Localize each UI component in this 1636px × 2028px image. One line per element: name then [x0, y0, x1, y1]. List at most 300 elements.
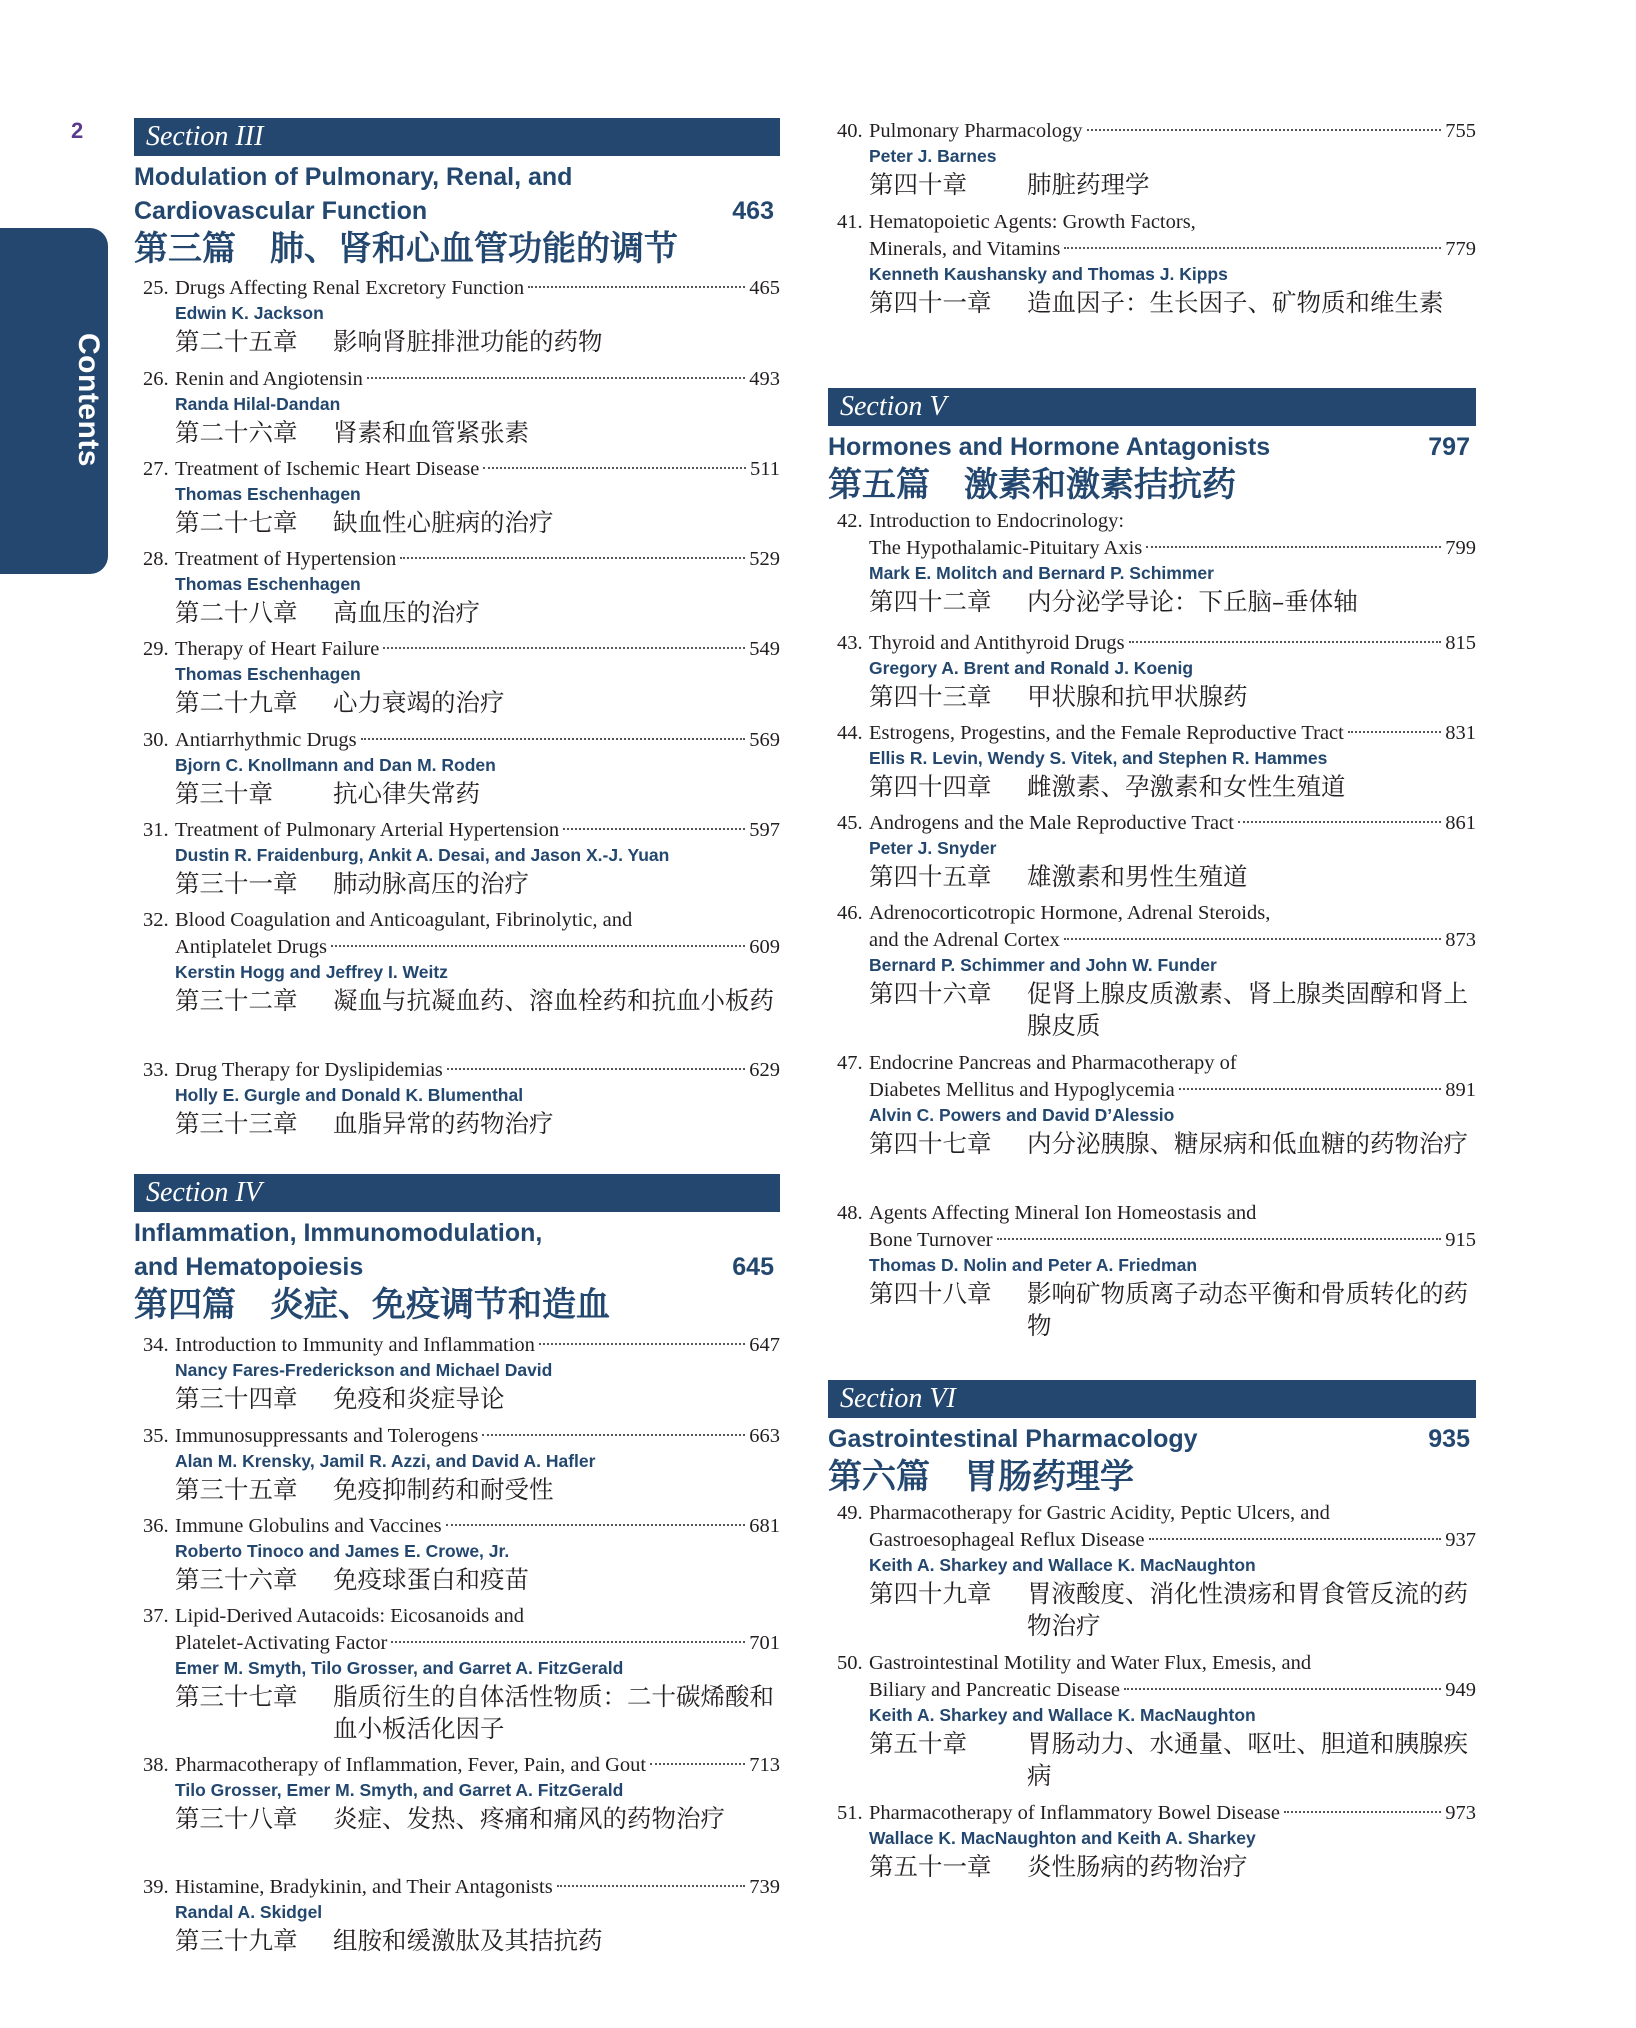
section-title-line	[134, 194, 780, 228]
section-title-line	[828, 1422, 1476, 1456]
chapter-title-text: Adrenocorticotropic Hormone, Adrenal Steroids,	[869, 902, 1271, 924]
chapter-title-text: Androgens and the Male Reproductive Tract	[869, 812, 1234, 834]
chapter-page-number: 755	[1445, 120, 1476, 142]
chapter-number: 36.	[143, 1515, 169, 1537]
dot-leader	[1348, 731, 1441, 733]
chapter-english-title	[837, 1500, 1476, 1554]
chapter-chinese-title	[143, 1925, 780, 1957]
toc-entry[interactable]	[837, 900, 1476, 1042]
chapter-chinese-text: 内分泌学导论：下丘脑–垂体轴	[1027, 587, 1358, 616]
section-chinese-title: 第五篇 激素和激素拮抗药	[828, 465, 1236, 505]
chapter-chinese-label: 第五十章	[869, 1729, 967, 1758]
section-header	[828, 388, 1476, 506]
chapter-chinese-title	[837, 1851, 1476, 1883]
chapter-chinese-text: 炎症、发热、疼痛和痛风的药物治疗	[333, 1804, 725, 1833]
chapter-authors: Bernard P. Schimmer and John W. Funder	[869, 955, 1217, 975]
chapter-chinese-text: 免疫抑制药和耐受性	[333, 1475, 554, 1504]
chapter-english-title	[143, 1874, 780, 1901]
section-page-number: 797	[1428, 433, 1470, 461]
chapter-chinese-label: 第四十七章	[869, 1129, 992, 1158]
dot-leader	[331, 945, 745, 947]
chapter-english-title	[143, 1752, 780, 1779]
chapter-title-line	[143, 546, 780, 573]
chapter-page-number: 647	[749, 1334, 780, 1356]
chapter-title-text: Pharmacotherapy of Inflammatory Bowel Disease	[869, 1802, 1281, 1824]
chapter-english-title	[143, 907, 780, 961]
chapter-title-line	[143, 934, 780, 961]
chapter-chinese-title	[143, 1681, 780, 1745]
chapter-chinese-title	[837, 1578, 1476, 1642]
chapter-title-text: Bone Turnover	[869, 1229, 993, 1251]
section-title-text: Hormones and Hormone Antagonists	[828, 433, 1271, 461]
chapter-title-text: Immune Globulins and Vaccines	[175, 1515, 442, 1537]
chapter-chinese-text: 造血因子：生长因子、矿物质和维生素	[1027, 288, 1444, 317]
toc-entry[interactable]	[143, 907, 780, 1017]
chapter-number: 44.	[837, 722, 863, 744]
chapter-title-text: Drugs Affecting Renal Excretory Function	[175, 277, 525, 299]
chapter-title-text: Platelet-Activating Factor	[175, 1632, 388, 1654]
chapter-chinese-text: 雄激素和男性生殖道	[1027, 862, 1248, 891]
chapter-page-number: 937	[1445, 1529, 1476, 1551]
dot-leader	[446, 1524, 746, 1526]
toc-entry[interactable]	[837, 1800, 1476, 1883]
dot-leader	[383, 647, 745, 649]
chapter-chinese-title	[837, 978, 1476, 1042]
chapter-title-line	[143, 1332, 780, 1359]
section-title[interactable]	[828, 1422, 1476, 1456]
chapter-chinese-text: 脂质衍生的自体活性物质：二十碳烯酸和血小板活化因子	[333, 1682, 774, 1743]
chapter-authors: Kerstin Hogg and Jeffrey I. Weitz	[175, 962, 448, 982]
toc-entry[interactable]	[143, 1332, 780, 1415]
chapter-authors: Ellis R. Levin, Wendy S. Vitek, and Stephen R. Hammes	[869, 748, 1328, 768]
section-title-line	[134, 1250, 780, 1284]
chapter-title-line	[837, 630, 1476, 657]
chapter-title-text: Renin and Angiotensin	[175, 368, 363, 390]
dot-leader	[400, 557, 745, 559]
chapter-title-line	[837, 209, 1476, 236]
section-page-number: 645	[732, 1253, 774, 1281]
page-number: 2	[71, 118, 84, 143]
chapter-authors: Randal A. Skidgel	[175, 1902, 323, 1922]
section-title[interactable]	[134, 1216, 780, 1284]
chapter-authors: Alvin C. Powers and David D’Alessio	[869, 1105, 1175, 1125]
dot-leader	[482, 1434, 745, 1436]
chapter-english-title	[143, 727, 780, 754]
chapter-number: 38.	[143, 1754, 169, 1776]
chapter-authors: Thomas Eschenhagen	[175, 574, 361, 594]
chapter-english-title	[143, 1423, 780, 1450]
chapter-title-text: Blood Coagulation and Anticoagulant, Fibrinolytic, and	[175, 909, 633, 931]
chapter-chinese-text: 心力衰竭的治疗	[333, 688, 505, 717]
chapter-english-title	[837, 720, 1476, 747]
section-bar: Section III	[134, 118, 780, 156]
toc-entry[interactable]	[143, 636, 780, 719]
chapter-page-number: 609	[749, 936, 780, 958]
chapter-chinese-title	[143, 507, 780, 539]
chapter-page-number: 779	[1445, 238, 1476, 260]
chapter-chinese-label: 第四十章	[869, 170, 967, 199]
chapter-chinese-title	[837, 169, 1476, 201]
chapter-title-line	[837, 1500, 1476, 1527]
chapter-chinese-text: 凝血与抗凝血药、溶血栓药和抗血小板药	[333, 986, 774, 1015]
dot-leader	[997, 1238, 1442, 1240]
chapter-chinese-label: 第四十三章	[869, 682, 992, 711]
chapter-number: 46.	[837, 902, 863, 924]
chapter-chinese-label: 第三十九章	[175, 1926, 298, 1955]
dot-leader	[557, 1885, 746, 1887]
chapter-title-text: Drug Therapy for Dyslipidemias	[175, 1059, 443, 1081]
section-title-line	[828, 430, 1476, 464]
chapter-title-line	[143, 1603, 780, 1630]
chapter-chinese-label: 第二十九章	[175, 688, 298, 717]
chapter-page-number: 891	[1445, 1079, 1476, 1101]
chapter-chinese-title	[143, 1108, 780, 1140]
chapter-title-text: Immunosuppressants and Tolerogens	[175, 1425, 479, 1447]
chapter-english-title	[143, 636, 780, 663]
chapter-chinese-label: 第五十一章	[869, 1852, 992, 1881]
chapter-number: 31.	[143, 819, 169, 841]
chapter-title-text: Diabetes Mellitus and Hypoglycemia	[869, 1079, 1175, 1101]
chapter-title-line	[143, 1752, 780, 1779]
chapter-chinese-label: 第三十六章	[175, 1565, 298, 1594]
chapter-title-text: Lipid-Derived Autacoids: Eicosanoids and	[175, 1605, 524, 1627]
dot-leader	[1124, 1688, 1441, 1690]
chapter-authors: Peter J. Snyder	[869, 838, 997, 858]
dot-leader	[1284, 1811, 1441, 1813]
toc-entry[interactable]	[143, 727, 780, 810]
section-title-line	[134, 160, 780, 194]
dot-leader	[1064, 247, 1441, 249]
chapter-chinese-text: 胃液酸度、消化性溃疡和胃食管反流的药物治疗	[1027, 1579, 1468, 1640]
chapter-chinese-label: 第二十八章	[175, 598, 298, 627]
chapter-title-line	[143, 1513, 780, 1540]
chapter-title-line	[837, 1650, 1476, 1677]
chapter-page-number: 815	[1445, 632, 1476, 654]
chapter-chinese-text: 高血压的治疗	[333, 598, 480, 627]
toc-entry[interactable]	[143, 1057, 780, 1140]
chapter-number: 32.	[143, 909, 169, 931]
chapter-chinese-title	[837, 1728, 1476, 1792]
chapter-chinese-text: 促肾上腺皮质激素、肾上腺类固醇和肾上腺皮质	[1027, 979, 1468, 1040]
section-header	[828, 1380, 1476, 1498]
chapter-chinese-label: 第三十一章	[175, 869, 298, 898]
chapter-title-line	[837, 900, 1476, 927]
chapter-chinese-text: 胃肠动力、水通量、呕吐、胆道和胰腺疾病	[1027, 1729, 1468, 1790]
chapter-page-number: 569	[749, 729, 780, 751]
chapter-english-title	[143, 1603, 780, 1657]
toc-entry[interactable]	[837, 209, 1476, 319]
chapter-english-title	[837, 1200, 1476, 1254]
chapter-title-line	[837, 1677, 1476, 1704]
chapter-page-number: 713	[749, 1754, 780, 1776]
chapter-chinese-text: 肺脏药理学	[1027, 170, 1150, 199]
dot-leader	[367, 377, 745, 379]
chapter-chinese-label: 第三十四章	[175, 1384, 298, 1413]
chapter-title-text: Antiarrhythmic Drugs	[175, 729, 357, 751]
toc-entry[interactable]	[837, 630, 1476, 713]
chapter-page-number: 549	[749, 638, 780, 660]
chapter-title-text: Histamine, Bradykinin, and Their Antagonists	[175, 1876, 553, 1898]
chapter-title-text: Hematopoietic Agents: Growth Factors,	[869, 211, 1196, 233]
chapter-title-text: Thyroid and Antithyroid Drugs	[869, 632, 1125, 654]
chapter-chinese-title	[143, 687, 780, 719]
chapter-page-number: 701	[749, 1632, 780, 1654]
chapter-number: 26.	[143, 368, 169, 390]
chapter-title-text: Treatment of Hypertension	[175, 548, 397, 570]
chapter-title-text: Therapy of Heart Failure	[175, 638, 380, 660]
chapter-title-text: Endocrine Pancreas and Pharmacotherapy of	[869, 1052, 1237, 1074]
section-bar: Section VI	[828, 1380, 1476, 1418]
chapter-title-text: Biliary and Pancreatic Disease	[869, 1679, 1121, 1701]
toc-entry[interactable]	[837, 1500, 1476, 1642]
toc-entry[interactable]	[143, 1513, 780, 1596]
section-title-text: Inflammation, Immunomodulation,	[134, 1219, 543, 1247]
toc-entry[interactable]	[143, 1423, 780, 1506]
toc-entry[interactable]	[143, 817, 780, 900]
chapter-number: 27.	[143, 458, 169, 480]
dot-leader	[447, 1068, 745, 1070]
chapter-chinese-title	[837, 287, 1476, 319]
chapter-title-line	[143, 1630, 780, 1657]
chapter-page-number: 465	[749, 277, 780, 299]
dot-leader	[528, 286, 745, 288]
section-chinese-title: 第六篇 胃肠药理学	[828, 1457, 1134, 1497]
section-title-text: Gastrointestinal Pharmacology	[828, 1425, 1198, 1453]
toc-entry[interactable]	[143, 456, 780, 539]
chapter-page-number: 949	[1445, 1679, 1476, 1701]
chapter-page-number: 799	[1445, 537, 1476, 559]
chapter-chinese-label: 第四十八章	[869, 1279, 992, 1308]
chapter-title-text: Pulmonary Pharmacology	[869, 120, 1083, 142]
toc-entry[interactable]	[837, 810, 1476, 893]
chapter-title-line	[837, 508, 1476, 535]
chapter-chinese-label: 第三十三章	[175, 1109, 298, 1138]
chapter-english-title	[143, 366, 780, 393]
chapter-title-line	[143, 1057, 780, 1084]
chapter-chinese-text: 抗心律失常药	[333, 779, 480, 808]
chapter-chinese-title	[143, 417, 780, 449]
chapter-authors: Thomas Eschenhagen	[175, 484, 361, 504]
chapter-chinese-text: 缺血性心脏病的治疗	[333, 508, 554, 537]
section-title-line	[134, 1216, 780, 1250]
chapter-title-line	[837, 1227, 1476, 1254]
chapter-chinese-label: 第三十章	[175, 779, 273, 808]
chapter-authors: Kenneth Kaushansky and Thomas J. Kipps	[869, 264, 1228, 284]
section-header	[134, 118, 780, 270]
chapter-english-title	[143, 275, 780, 302]
chapter-number: 34.	[143, 1334, 169, 1356]
chapter-english-title	[143, 546, 780, 573]
chapter-authors: Alan M. Krensky, Jamil R. Azzi, and David A. Hafler	[175, 1451, 596, 1471]
chapter-title-text: Treatment of Pulmonary Arterial Hypertension	[175, 819, 560, 841]
chapter-title-text: and the Adrenal Cortex	[869, 929, 1060, 951]
chapter-chinese-text: 组胺和缓激肽及其拮抗药	[333, 1926, 603, 1955]
dot-leader	[539, 1343, 745, 1345]
chapter-chinese-text: 内分泌胰腺、糖尿病和低血糖的药物治疗	[1027, 1129, 1468, 1158]
chapter-chinese-title	[143, 778, 780, 810]
chapter-page-number: 681	[749, 1515, 780, 1537]
chapter-title-line	[143, 456, 780, 483]
chapter-chinese-title	[143, 597, 780, 629]
chapter-chinese-label: 第四十六章	[869, 979, 992, 1008]
chapter-authors: Emer M. Smyth, Tilo Grosser, and Garret A. FitzGerald	[175, 1658, 624, 1678]
chapter-title-line	[143, 275, 780, 302]
chapter-chinese-text: 炎性肠病的药物治疗	[1027, 1852, 1248, 1881]
section-title-text: and Hematopoiesis	[134, 1253, 364, 1281]
chapter-authors: Roberto Tinoco and James E. Crowe, Jr.	[175, 1541, 510, 1561]
chapter-authors: Keith A. Sharkey and Wallace K. MacNaughton	[869, 1705, 1256, 1725]
section-chinese-title: 第三篇 肺、肾和心血管功能的调节	[134, 229, 678, 269]
toc-entry[interactable]	[143, 1603, 780, 1745]
section-title-text: Modulation of Pulmonary, Renal, and	[134, 163, 573, 191]
chapter-number: 29.	[143, 638, 169, 660]
chapter-english-title	[143, 817, 780, 844]
chapter-number: 40.	[837, 120, 863, 142]
section-page-number: 463	[732, 197, 774, 225]
chapter-title-text: Pharmacotherapy of Inflammation, Fever, Pain, and Gout	[175, 1754, 647, 1776]
chapter-title-line	[837, 1200, 1476, 1227]
chapter-title-line	[837, 1800, 1476, 1827]
chapter-authors: Edwin K. Jackson	[175, 303, 324, 323]
chapter-title-text: Minerals, and Vitamins	[869, 238, 1061, 260]
toc-entry[interactable]	[837, 1650, 1476, 1792]
chapter-chinese-label: 第三十八章	[175, 1804, 298, 1833]
chapter-chinese-text: 影响矿物质离子动态平衡和骨质转化的药物	[1027, 1279, 1468, 1340]
chapter-page-number: 597	[749, 819, 780, 841]
dot-leader	[1087, 129, 1442, 131]
chapter-chinese-text: 肾素和血管紧张素	[333, 418, 529, 447]
chapter-english-title	[837, 810, 1476, 837]
chapter-page-number: 973	[1445, 1802, 1476, 1824]
dot-leader	[563, 828, 745, 830]
section-page-number: 935	[1428, 1425, 1470, 1453]
chapter-authors: Randa Hilal-Dandan	[175, 394, 341, 414]
chapter-authors: Gregory A. Brent and Ronald J. Koenig	[869, 658, 1194, 678]
chapter-number: 35.	[143, 1425, 169, 1447]
toc-entry[interactable]	[837, 1050, 1476, 1160]
dot-leader	[1146, 546, 1441, 548]
chapter-english-title	[143, 456, 780, 483]
chapter-chinese-text: 雌激素、孕激素和女性生殖道	[1027, 772, 1346, 801]
chapter-number: 43.	[837, 632, 863, 654]
toc-entry[interactable]	[837, 508, 1476, 618]
dot-leader	[1064, 938, 1442, 940]
chapter-authors: Thomas Eschenhagen	[175, 664, 361, 684]
toc-entry[interactable]	[143, 546, 780, 629]
chapter-page-number: 739	[749, 1876, 780, 1898]
section-title[interactable]	[828, 430, 1476, 464]
chapter-title-text: Estrogens, Progestins, and the Female Reproductive Tract	[869, 722, 1344, 744]
chapter-chinese-text: 免疫和炎症导论	[333, 1384, 505, 1413]
chapter-title-text: The Hypothalamic-Pituitary Axis	[869, 537, 1143, 559]
toc-entry[interactable]	[143, 275, 780, 358]
chapter-chinese-title	[837, 771, 1476, 803]
chapter-number: 50.	[837, 1652, 863, 1674]
chapter-chinese-label: 第四十九章	[869, 1579, 992, 1608]
chapter-title-text: Treatment of Ischemic Heart Disease	[175, 458, 480, 480]
chapter-title-line	[143, 1423, 780, 1450]
chapter-title-line	[837, 810, 1476, 837]
chapter-number: 30.	[143, 729, 169, 751]
chapter-page-number: 493	[749, 368, 780, 390]
chapter-title-line	[837, 927, 1476, 954]
chapter-title-line	[837, 720, 1476, 747]
chapter-number: 48.	[837, 1202, 863, 1224]
toc-entry[interactable]	[143, 366, 780, 449]
chapter-english-title	[837, 1800, 1476, 1827]
chapter-number: 39.	[143, 1876, 169, 1898]
chapter-english-title	[837, 508, 1476, 562]
chapter-title-text: Introduction to Immunity and Inflammation	[175, 1334, 535, 1356]
chapter-page-number: 663	[749, 1425, 780, 1447]
dot-leader	[1179, 1088, 1442, 1090]
chapter-chinese-label: 第四十五章	[869, 862, 992, 891]
chapter-page-number: 861	[1445, 812, 1476, 834]
chapter-chinese-title	[143, 1564, 780, 1596]
chapter-number: 51.	[837, 1802, 863, 1824]
chapter-title-text: Gastrointestinal Motility and Water Flux, Emesis, and	[869, 1652, 1312, 1674]
chapter-authors: Nancy Fares-Frederickson and Michael David	[175, 1360, 553, 1380]
dot-leader	[1238, 821, 1441, 823]
chapter-chinese-label: 第四十一章	[869, 288, 992, 317]
chapter-chinese-label: 第二十五章	[175, 327, 298, 356]
section-title[interactable]	[134, 160, 780, 228]
toc-entry[interactable]	[837, 118, 1476, 201]
chapter-chinese-title	[837, 681, 1476, 713]
chapter-authors: Mark E. Molitch and Bernard P. Schimmer	[869, 563, 1214, 583]
chapter-english-title	[837, 209, 1476, 263]
chapter-title-text: Gastroesophageal Reflux Disease	[869, 1529, 1145, 1551]
chapter-number: 47.	[837, 1052, 863, 1074]
chapter-title-line	[837, 535, 1476, 562]
toc-entry[interactable]	[837, 1200, 1476, 1342]
chapter-title-line	[143, 366, 780, 393]
chapter-english-title	[837, 1050, 1476, 1104]
chapter-page-number: 629	[749, 1059, 780, 1081]
chapter-chinese-title	[143, 985, 780, 1017]
section-header	[134, 1174, 780, 1326]
chapter-chinese-text: 肺动脉高压的治疗	[333, 869, 529, 898]
chapter-chinese-title	[143, 1803, 780, 1835]
chapter-english-title	[143, 1057, 780, 1084]
chapter-title-line	[143, 636, 780, 663]
chapter-english-title	[837, 900, 1476, 954]
chapter-chinese-label: 第三十七章	[175, 1682, 298, 1711]
chapter-title-line	[143, 727, 780, 754]
toc-entry[interactable]	[837, 720, 1476, 803]
chapter-chinese-title	[837, 1278, 1476, 1342]
chapter-title-line	[837, 1527, 1476, 1554]
toc-entry[interactable]	[143, 1752, 780, 1835]
chapter-number: 42.	[837, 510, 863, 532]
chapter-chinese-text: 影响肾脏排泄功能的药物	[333, 327, 603, 356]
chapter-title-line	[837, 236, 1476, 263]
chapter-english-title	[837, 630, 1476, 657]
chapter-authors: Thomas D. Nolin and Peter A. Friedman	[869, 1255, 1198, 1275]
chapter-title-text: Agents Affecting Mineral Ion Homeostasis and	[869, 1202, 1257, 1224]
chapter-title-line	[837, 1077, 1476, 1104]
chapter-title-line	[143, 817, 780, 844]
chapter-chinese-title	[837, 861, 1476, 893]
chapter-number: 45.	[837, 812, 863, 834]
chapter-number: 28.	[143, 548, 169, 570]
section-chinese-title: 第四篇 炎症、免疫调节和造血	[134, 1285, 610, 1325]
chapter-page-number: 831	[1445, 722, 1476, 744]
dot-leader	[1129, 641, 1442, 643]
chapter-authors: Bjorn C. Knollmann and Dan M. Roden	[175, 755, 496, 775]
chapter-page-number: 915	[1445, 1229, 1476, 1251]
toc-entry[interactable]	[143, 1874, 780, 1957]
